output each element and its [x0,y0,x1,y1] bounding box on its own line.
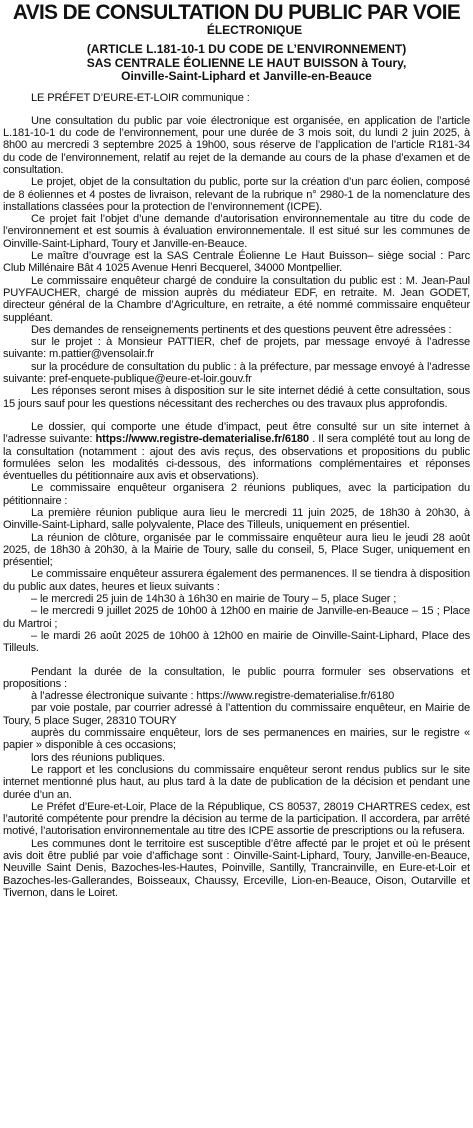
paragraph-meetings: Le commissaire enquêteur organisera 2 réunions publiques, avec la participation du pétitionnaire : [3,482,470,507]
observation-electronic: à l’adresse électronique suivante : https://www.registre-dematerialise.fr/6180 [31,690,395,703]
observation-in-person: auprès du commissaire enquêteur, lors de ses permanences en mairies, sur le registre « papier » disponible à ces occasions; [3,727,470,752]
paragraph-commissioner: Le commissaire enquêteur chargé de conduire la consultation du public est : M. Jean-Paul PUYFAUCHER, chargé de mission auprès du médiateur EDF, en retraite. M. Jean GODET, directeur général de la Chambre d’Agriculture, en retraite, a été nommé commissaire enquêteur suppléant. [3,274,470,324]
paragraph-observations: Pendant la durée de la consultation, le public pourra formuler ses observations et propositions : [3,665,470,690]
reference-company: SAS CENTRALE ÉOLIENNE LE HAUT BUISSON à Toury, [86,55,407,70]
paragraph-report: Le rapport et les conclusions du commissaire enquêteur seront rendus publics sur le site internet mentionné plus haut, au plus tard à la date de publication de la décision et pendant une durée d’un an. [3,763,470,801]
notice-title: AVIS DE CONSULTATION DU PUBLIC PAR VOIE [12,1,461,24]
paragraph-authorisation: Ce projet fait l’objet d’une demande d’autorisation environnementale au titre du code de l’environnement et est soumis à évaluation environnementale. Il est situé sur les communes de Oinville-Saint-Liphard, Toury et Janville-en-Beauce. [3,213,470,250]
paragraph-procedure-contact: sur la procédure de consultation du public : à la préfecture, par message envoyé à l’adresse suivante: pref-enquete-publique@eure-et-loir.gouv.fr [3,360,470,386]
observation-meetings: lors des réunions publiques. [31,751,165,764]
paragraph-project-contact: sur le projet : à Monsieur PATTIER, chef de projets, par message envoyé à l’adresse suivante: m.pattier@vensolair.fr [3,336,470,361]
notice-subtitle: ÉLECTRONIQUE [206,23,303,37]
notice-reference [23,43,470,84]
reference-communes: Oinville-Saint-Liphard et Janville-en-Beauce [121,69,372,83]
permanence-toury: – le mercredi 25 juin de 14h30 à 16h30 en mairie de Toury – 5, place Suger ; [31,593,397,606]
notice-body [3,92,470,900]
paragraph-owner: Le maître d’ouvrage est la SAS Centrale Éolienne Le Haut Buisson– siège social : Parc Club Millénaire Bât 4 1025 Avenue Henri Becquerel, 34000 Montpellier. [3,250,470,275]
paragraph-first-meeting: La première réunion publique aura lieu le mercredi 11 juin 2025, de 18h30 à 20h30, à Oinville-Saint-Liphard, salle polyvalente, Place des Tilleuls, uniquement en présentiel. [3,507,470,532]
paragraph-closing-meeting: La réunion de clôture, organisée par le commissaire enquêteur aura lieu le jeudi 28 août 2025, de 18h30 à 20h30, à la Mairie de Toury, salle du conseil, 5, Place Suger, uniquement en présentiel; [3,531,470,569]
paragraph-answers: Les réponses seront mises à disposition sur le site internet dédié à cette consultation, sous 15 jours sauf pour les questions nécessitant des recherches ou des travaux plus approfondis. [3,385,470,410]
permanence-oinville: – le mardi 26 août 2025 de 10h00 à 12h00 en mairie de Oinville-Saint-Liphard, Place des Tilleuls. [3,629,470,655]
dossier-link[interactable]: https://www.registre-dematerialise.fr/6180 [95,433,309,446]
prefect-line: LE PRÉFET D’EURE-ET-LOIR communique : [31,91,250,104]
observation-postal: par voie postale, par courrier adressé à l’attention du commissaire enquêteur, en Mairie de Toury, 5 place Suger, 28310 TOURY [3,702,470,727]
paragraph-authority: Le Préfet d’Eure-et-Loir, Place de la République, CS 80537, 28019 CHARTRES cedex, est l’autorité compétente pour prendre la décision au terme de la participation. Il accordera, par arrêté motivé, l’autorisation environnementale au titre des ICPE assortie de prescriptions ou la refusera. [3,800,470,838]
paragraph-requests: Des demandes de renseignements pertinents et des questions peuvent être adressées : [31,323,452,336]
reference-article: (ARTICLE L.181-10-1 DU CODE DE L’ENVIRONNEMENT) [86,42,407,56]
paragraph-project: Le projet, objet de la consultation du public, porte sur la création d’un parc éolien, composé de 8 éoliennes et 4 postes de livraison, relevant de la rubrique n° 2980-1 de la nomenclature des installations classées pour la protection de l’environnement (ICPE). [3,176,470,213]
paragraph-communes: Les communes dont le territoire est susceptible d’être affecté par le projet et où le présent avis doit être publié par voie d’affichage sont : Oinville-Saint-Liphard, Toury, Janville-en-Beauce, Neuville Saint Denis, Bazoches-les-Hautes, Poinville, Santilly, Trancrainville, en Eure-et-Loir et Bazoches-les-Gallerandes, Boisseaux, Chaussy, Erceville, Lion-en-Beauce, Oison, Outarville et Tivernon, dans le Loiret. [3,837,470,899]
permanence-janville: – le mercredi 9 juillet 2025 de 10h00 à 12h00 en mairie de Janville-en-Beauce – 15 ; Place du Martroi ; [3,605,470,630]
paragraph-permanences: Le commissaire enquêteur assurera également des permanences. Il se tiendra à disposition du public aux dates, heures et lieux suivants : [3,568,470,593]
paragraph-dossier: Le dossier, qui comporte une étude d’impact, peut être consulté sur un site internet à l’adresse suivante: https://www.registre-dematerialise.fr/6180 . Il sera complété tout au long de la consultation (notamment : ajout des avis reçus, des observations et propositions du public formulées selon les modalités ci-dessous, des informations complémentaires et réponses éventuelles du pétitionnaire aux avis et observations). [3,420,470,483]
paragraph-consultation: Une consultation du public par voie électronique est organisée, en application de l’article L.181-10-1 du code de l’environnement, pour une durée de 3 mois soit, du lundi 2 juin 2025, à 8h00 au mercredi 3 septembre 2025 à 19h00, sous réserve de l’application de l’article R181-34 du code de l’environnement, relatif au rejet de la demande au cours de la phase d’examen et de consultation. [3,114,470,176]
